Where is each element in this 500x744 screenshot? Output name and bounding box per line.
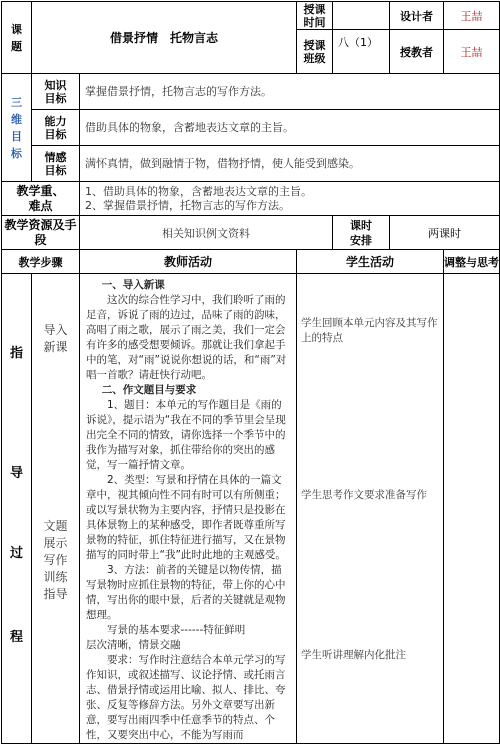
teacher-paragraph: 层次清晰，情景交融	[86, 639, 181, 651]
teacher-paragraph: 写景的基本要求------特征鲜明	[107, 624, 246, 636]
focus-line-1: 1、借助具体的物象，含蓄地表达文章的主旨。	[85, 184, 312, 198]
reflect-column	[444, 274, 500, 744]
teacher-paragraph: 这次的综合性学习中，我们聆听了雨的足音，诉说了雨的边过，品味了雨的韵味，高唱了雨之歌，展示了雨之美，我们一定会有许多的感受想要倾诉。那就让我们拿起手中的笔，对“雨”说说你想说的话，和“雨”对唱一首歌？请赶快行动吧。	[86, 294, 287, 381]
teacher-paragraph: 3、方法：前者的关键是以物传情，描写景物时应抓住景物的特征，带上你的心中情，写出你的眼中景，后者的关键就是观物想理。	[86, 564, 286, 621]
resources-label: 教学资源及手段	[2, 216, 80, 250]
time-label: 授课时间	[297, 2, 333, 30]
schedule-label: 课时安排	[333, 216, 390, 250]
resources-value: 相关知识例文资料	[80, 216, 333, 250]
teacher-column-header: 教师活动	[80, 250, 297, 274]
teacher-activity	[80, 274, 297, 744]
student-activity-item: 学生听讲理解内化批注	[301, 649, 407, 661]
class-value: 八（1）	[333, 30, 390, 74]
student-activity	[297, 274, 444, 744]
topic-label: 课题	[2, 2, 32, 74]
knowledge-goal-text: 掌握借景抒情，托物言志的写作方法。	[80, 74, 500, 110]
reflect-column-header: 调整与思考	[444, 250, 500, 274]
designer-value: 王喆	[444, 2, 500, 30]
teacher-label: 授教者	[390, 30, 444, 74]
teacher-paragraph: 1、题目：本单元的写作题目是《雨的诉说》，提示语为“我在不同的季节里会呈现出完全不同的情致，请你选择一个季节中的我作为描写对象，抓住带给你的突出的感觉，写一篇抒情文章。	[86, 399, 286, 471]
phase-column	[32, 274, 80, 744]
teacher-section-heading: 二、作文题目与要求	[101, 384, 197, 396]
topic-value: 借景抒情 托物言志	[32, 2, 297, 74]
phase-intro: 导入新课	[43, 323, 68, 354]
guide-process-label	[2, 274, 32, 744]
teacher-paragraph: 要求：写作时注意结合本单元学习的写作知识，或叙述描写、议论抒情、或托雨言志、借景抒情或运用比喻、拟人、排比、夸张、反复等修辞方法。另外文章要写出新意，要写出雨四季中任意季节的特点、个性，又要突出中心，不能为写雨而	[86, 654, 286, 741]
ability-goal-text: 借助具体的物象，含蓄地表达文章的主旨。	[80, 110, 500, 146]
class-label: 授课班级	[297, 30, 333, 74]
focus-text	[80, 182, 500, 216]
focus-line-2: 2、掌握借景抒情，托物言志的写作方法。	[85, 198, 290, 212]
guide-char-2: 导	[9, 466, 23, 481]
schedule-value: 两课时	[390, 216, 500, 250]
teacher-paragraph: 2、类型：写景和抒情在具体的一篇文章中，视其倾向性不同有时可以有所侧重；或以写景状物为主要内容，抒情只是投影在具体景物上的某种感受，即作者既尊重所写景物的特征，抓住特征进行描写，又在景物描写的同时带上“我”此时此地的主观感受。	[86, 474, 286, 561]
steps-column-header: 教学步骤	[2, 250, 80, 274]
guide-char-4: 程	[9, 630, 23, 645]
student-activity-item: 学生思考作文要求准备写作	[301, 489, 428, 501]
designer-label: 设计者	[390, 2, 444, 30]
student-activity-item: 学生回顾本单元内容及其写作上的特点	[301, 317, 438, 344]
guide-char-1: 指	[9, 346, 23, 361]
knowledge-goal-label: 知识目标	[32, 74, 80, 110]
student-column-header: 学生活动	[297, 250, 444, 274]
emotion-goal-text: 满怀真情，做到融情于物，借物抒情，使人能受到感染。	[80, 146, 500, 182]
teacher-section-heading: 一、导入新课	[101, 279, 165, 291]
time-value	[333, 2, 390, 30]
focus-label: 教学重、难点	[2, 182, 80, 216]
guide-char-3: 过	[9, 546, 23, 561]
ability-goal-label: 能力目标	[32, 110, 80, 146]
emotion-goal-label: 情感目标	[32, 146, 80, 182]
teacher-value: 王喆	[444, 30, 500, 74]
lesson-plan-table	[1, 1, 500, 744]
phase-topic: 文题展示写作训练指导	[43, 519, 68, 601]
three-dimension-goals-label: 三维目标	[2, 74, 32, 182]
